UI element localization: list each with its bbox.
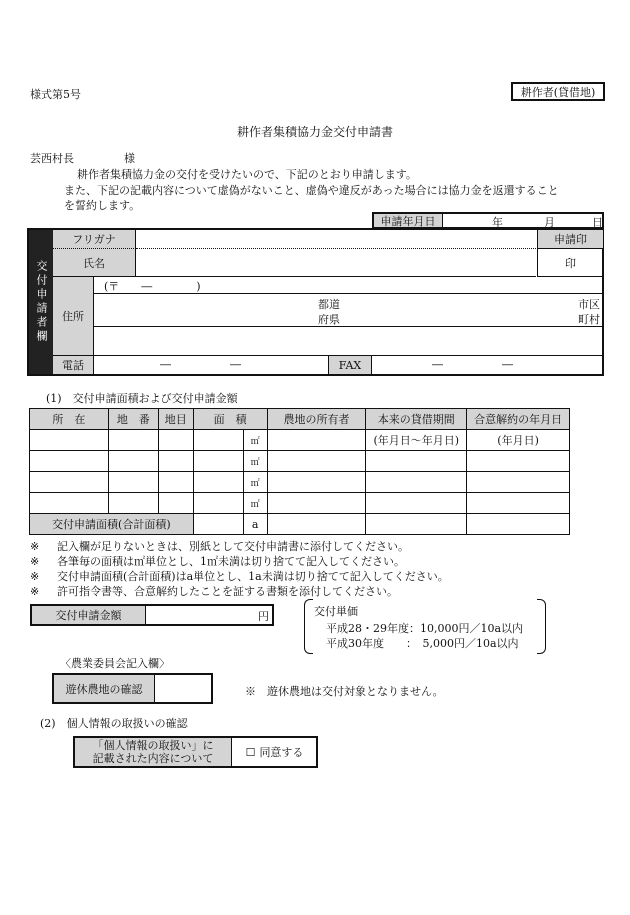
period-cell[interactable]: [366, 451, 467, 472]
applicant-type-badge: 耕作者(貸借地): [511, 82, 605, 101]
notes: [30, 539, 449, 599]
location-cell[interactable]: [30, 430, 109, 451]
table-row: [30, 451, 570, 472]
lot-cell[interactable]: [108, 472, 158, 493]
form-number: 様式第5号: [30, 88, 81, 101]
furigana-label: フリガナ: [53, 230, 136, 249]
unit-price-line-1: 平成28・29年度：10,000円／10a以内: [326, 622, 524, 635]
area-cell[interactable]: [193, 430, 243, 451]
table-header-row: [30, 409, 570, 430]
paragraph-1: 耕作者集積協力金の交付を受けたいので、下記のとおり申請します。: [77, 168, 417, 181]
lot-cell[interactable]: [108, 451, 158, 472]
lot-cell[interactable]: [108, 430, 158, 451]
honorific: 様: [124, 152, 135, 165]
privacy-label: [75, 738, 232, 766]
agree-label: 同意する: [259, 746, 304, 759]
application-date-label: 申請年月日: [374, 214, 443, 227]
phone-field[interactable]: [94, 356, 329, 374]
table-row: [30, 493, 570, 514]
blank-cell: [467, 514, 570, 535]
address-label: 住所: [53, 277, 94, 356]
owner-cell[interactable]: [267, 430, 366, 451]
location-cell[interactable]: [30, 493, 109, 514]
amount-label: 交付申請金額: [32, 606, 146, 624]
amount-unit: 円: [258, 610, 269, 623]
committee-heading: 〈農業委員会記入欄〉: [60, 657, 170, 670]
area-unit: ㎡: [243, 451, 267, 472]
fax-field[interactable]: [372, 356, 602, 374]
total-area-cell[interactable]: [193, 514, 243, 535]
note-3: ※ 交付申請面積(合計面積)はa単位とし、1a未満は切り捨てて記入してください。: [30, 570, 449, 583]
period-cell[interactable]: [366, 493, 467, 514]
date-month: 月: [544, 216, 555, 229]
unit-price-title: 交付単価: [314, 605, 358, 618]
idle-land-note: ※ 遊休農地は交付対象となりません。: [245, 685, 444, 698]
total-area-label: 交付申請面積(合計面積): [30, 514, 194, 535]
col-lot-number: 地 番: [108, 409, 158, 430]
category-cell[interactable]: [158, 472, 193, 493]
col-area: 面 積: [193, 409, 267, 430]
fax-label: FAX: [329, 356, 372, 374]
privacy-label-line-1: 「個人情報の取扱い」に: [92, 739, 214, 752]
area-cell[interactable]: [193, 472, 243, 493]
privacy-label-line-2: 記載された内容について: [92, 752, 214, 765]
postal-code: (〒 ― ): [104, 280, 201, 293]
seal-mark[interactable]: 印: [537, 249, 603, 277]
location-cell[interactable]: [30, 451, 109, 472]
unit-price-line-2: 平成30年度 ： 5,000円／10a以内: [326, 637, 519, 650]
application-area-table: [29, 408, 570, 535]
col-owner: 農地の所有者: [267, 409, 366, 430]
privacy-consent-box: [73, 736, 318, 768]
unit-price-panel: [304, 599, 546, 654]
category-cell[interactable]: [158, 430, 193, 451]
amount-field[interactable]: [146, 606, 272, 624]
page-title: 耕作者集積協力金交付申請書: [236, 125, 393, 139]
area-unit: ㎡: [243, 430, 267, 451]
table-row: [30, 430, 570, 451]
blank-cell: [267, 514, 366, 535]
table-total-row: [30, 514, 570, 535]
postal-row[interactable]: [94, 277, 602, 294]
seal-header: 申請印: [537, 230, 603, 249]
idle-land-field[interactable]: [155, 675, 211, 702]
name-field[interactable]: [136, 249, 536, 277]
location-cell[interactable]: [30, 472, 109, 493]
address-todo: 都道: [318, 298, 340, 311]
col-land-category: 地目: [158, 409, 193, 430]
table-row: [30, 472, 570, 493]
checkbox-icon[interactable]: ☐: [245, 745, 256, 759]
applicant-block: [27, 228, 604, 376]
idle-land-label: 遊休農地の確認: [54, 675, 155, 702]
area-unit: ㎡: [243, 493, 267, 514]
area-cell[interactable]: [193, 493, 243, 514]
application-date-box: [372, 212, 604, 229]
address-field[interactable]: [94, 294, 602, 327]
idle-land-box: [52, 673, 213, 704]
lot-cell[interactable]: [108, 493, 158, 514]
area-unit: ㎡: [243, 472, 267, 493]
col-termination-date: 合意解約の年月日: [467, 409, 570, 430]
note-1: ※ 記入欄が足りないときは、別紙として交付申請書に添付してください。: [30, 540, 409, 553]
fax-dash-1: ―: [432, 358, 443, 371]
phone-dash-1: ―: [160, 358, 171, 371]
period-hint[interactable]: (年月日〜年月日): [366, 430, 467, 451]
note-4: ※ 許可指令書等、合意解約したことを証する書類を添付してください。: [30, 585, 398, 598]
date-year: 年: [492, 216, 503, 229]
period-cell[interactable]: [366, 472, 467, 493]
address-fuken: 府県: [318, 313, 340, 326]
address-shiku: 市区: [578, 298, 600, 311]
paragraph-2a: また、下記の記載内容について虚偽がないこと、虚偽や違反があった場合には協力金を返還すること: [64, 184, 559, 197]
date-cell[interactable]: [467, 493, 570, 514]
date-hint[interactable]: (年月日): [467, 430, 570, 451]
amount-box: [30, 604, 274, 626]
category-cell[interactable]: [158, 493, 193, 514]
applicant-side-label: 交付申請者欄: [29, 230, 53, 374]
note-2: ※ 各筆毎の面積は㎡単位とし、1㎡未満は切り捨てて記入してください。: [30, 555, 405, 568]
date-cell[interactable]: [467, 472, 570, 493]
date-day: 日: [592, 216, 603, 229]
fax-dash-2: ―: [502, 358, 513, 371]
address-field-2[interactable]: [94, 327, 602, 356]
furigana-field[interactable]: [136, 230, 536, 249]
section1-heading: (1) 交付申請面積および交付申請金額: [46, 392, 238, 405]
total-area-unit: a: [243, 514, 267, 535]
category-cell[interactable]: [158, 451, 193, 472]
paragraph-2b: を誓約します。: [64, 199, 141, 212]
name-label: 氏名: [53, 249, 136, 277]
owner-cell[interactable]: [267, 493, 366, 514]
owner-cell[interactable]: [267, 451, 366, 472]
section2-heading: (2) 個人情報の取扱いの確認: [40, 717, 188, 730]
area-cell[interactable]: [193, 451, 243, 472]
date-cell[interactable]: [467, 451, 570, 472]
addressee: 芸西村長: [30, 152, 74, 165]
agree-checkbox-area[interactable]: [233, 738, 316, 766]
owner-cell[interactable]: [267, 472, 366, 493]
phone-label: 電話: [53, 356, 94, 374]
phone-dash-2: ―: [230, 358, 241, 371]
col-lease-period: 本来の貸借期間: [366, 409, 467, 430]
address-chouson: 町村: [578, 313, 600, 326]
blank-cell: [366, 514, 467, 535]
col-location: 所 在: [30, 409, 109, 430]
